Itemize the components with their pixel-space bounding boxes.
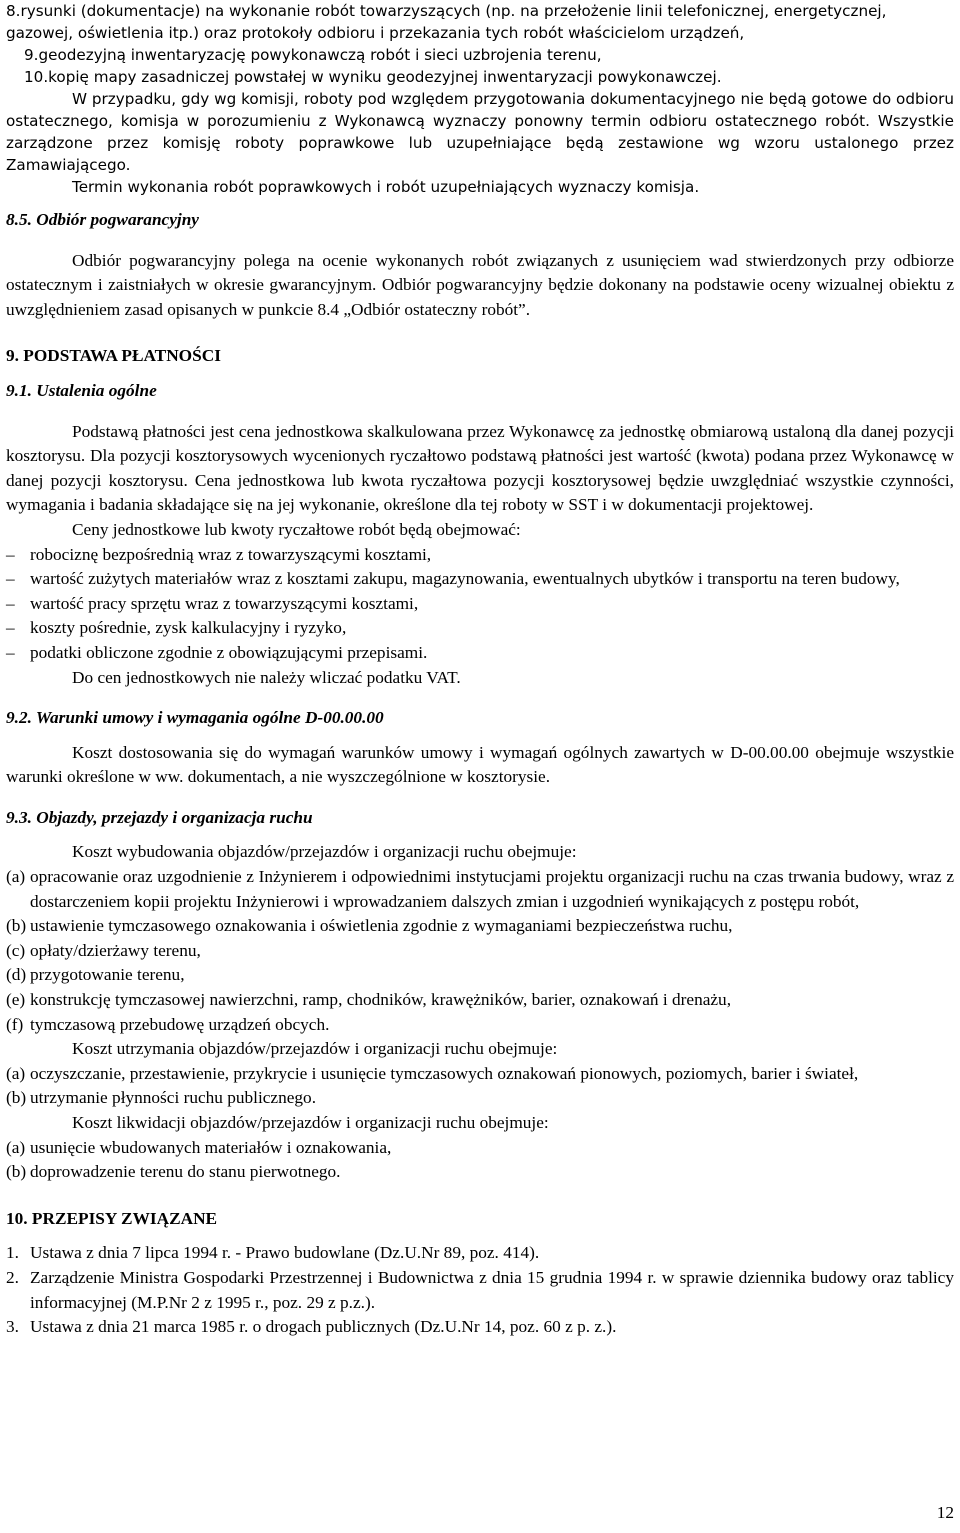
- dash-bullet: –: [6, 569, 15, 589]
- list-item-text: podatki obliczone zgodnie z obowiązującymi przepisami.: [30, 642, 428, 662]
- list-item: [6, 988, 954, 1013]
- list-item-label: 3.: [6, 1317, 19, 1337]
- list-item-text: konstrukcję tymczasowej nawierzchni, ramp, chodników, krawężników, barier, oznakowań i drenażu,: [30, 990, 732, 1010]
- list-item-text: usunięcie wbudowanych materiałów i oznakowania,: [30, 1137, 392, 1157]
- list-item-text: wartość pracy sprzętu wraz z towarzyszącymi kosztami,: [30, 593, 419, 613]
- list-item-label: (b): [6, 916, 27, 936]
- list-item-text: oczyszczanie, przestawienie, przykrycie i usunięcie tymczasowych oznakowań pionowych, poziomych, barier i świateł,: [30, 1063, 859, 1083]
- list-item-text: tymczasową przebudowę urządzeń obcych.: [30, 1014, 330, 1034]
- list-item: [6, 865, 954, 914]
- list-item: [6, 963, 954, 988]
- list-item-text: opłaty/dzierżawy terenu,: [30, 940, 201, 960]
- paragraph: Ceny jednostkowe lub kwoty ryczałtowe robót będą obejmować:: [72, 519, 521, 539]
- list-item-text: Ustawa z dnia 21 marca 1985 r. o drogach publicznych (Dz.U.Nr 14, poz. 60 z p. z.).: [30, 1317, 617, 1337]
- list-item: [6, 66, 954, 88]
- build-cost-list: [6, 865, 954, 1037]
- list-item: [6, 1013, 954, 1038]
- paragraph: Koszt likwidacji objazdów/przejazdów i organizacji ruchu obejmuje:: [72, 1113, 549, 1132]
- list-item-label: (d): [6, 965, 27, 985]
- list-item: [6, 1136, 954, 1161]
- list-item: [6, 641, 954, 666]
- list-item-label: (f): [6, 1014, 24, 1034]
- list-item-text: Ustawa z dnia 7 lipca 1994 r. - Prawo budowlane (Dz.U.Nr 89, poz. 414).: [30, 1243, 540, 1263]
- list-item-text: kopię mapy zasadniczej powstałej w wyniku geodezyjnej inwentaryzacji powykonawczej.: [48, 68, 722, 86]
- price-components-list: [6, 543, 954, 666]
- list-item-label: (e): [6, 990, 26, 1010]
- section-heading-9: 9. PODSTAWA PŁATNOŚCI: [6, 346, 221, 366]
- dash-bullet: –: [6, 544, 15, 564]
- list-item-label: 2.: [6, 1267, 19, 1287]
- list-item-text: robociznę bezpośrednią wraz z towarzyszącymi kosztami,: [30, 544, 432, 564]
- maintenance-cost-list: [6, 1062, 954, 1111]
- list-item-label: (a): [6, 1063, 26, 1083]
- section-heading-10: 10. PRZEPISY ZWIĄZANE: [6, 1208, 218, 1228]
- list-item: [6, 592, 954, 617]
- list-item-label: (c): [6, 940, 26, 960]
- list-item: [6, 1241, 954, 1266]
- list-item: [6, 1086, 954, 1111]
- regulations-list: [6, 1241, 954, 1339]
- list-item: [6, 0, 954, 44]
- paragraph: Koszt utrzymania objazdów/przejazdów i organizacji ruchu obejmuje:: [72, 1039, 558, 1059]
- list-item: [6, 44, 954, 66]
- list-item: [6, 616, 954, 641]
- paragraph: W przypadku, gdy wg komisji, roboty pod względem przygotowania dokumentacyjnego nie będą gotowe do odbioru ostatecznego, komisja w porozumieniu z Wykonawcą wyznaczy ponowny termin odbioru ostatecznego robót. Wszystkie zarządzone przez komisję roboty poprawkowe lub uzupełniające będą zestawione wg wzoru ustalonego przez Zamawiającego.: [6, 90, 954, 174]
- dash-bullet: –: [6, 618, 15, 638]
- paragraph: Podstawą płatności jest cena jednostkowa skalkulowana przez Wykonawcę za jednostkę obmiarową ustaloną dla danej pozycji kosztorysu. Dla pozycji kosztorysowych wycenionych ryczałtowo podstawą płatności jest wartość (kwota) podana przez Wykonawcę w danej pozycji kosztorysu. Cena jednostkowa lub kwota ryczałtowa pozycji kosztorysowej będzie uwzględniać wszystkie czynności, wymagania i badania składające się na jej wykonanie, określone dla tej roboty w SST i w dokumentacji projektowej.: [6, 421, 954, 515]
- section-heading-9-2: 9.2. Warunki umowy i wymagania ogólne D-00.00.00: [6, 708, 384, 728]
- list-item: [6, 1266, 954, 1315]
- list-item-label: (b): [6, 1162, 27, 1182]
- list-item: [6, 1160, 954, 1185]
- section-heading-9-3: 9.3. Objazdy, przejazdy i organizacja ruchu: [6, 807, 313, 827]
- list-item-label: (a): [6, 1137, 26, 1157]
- list-item: [6, 567, 954, 592]
- dash-bullet: –: [6, 642, 15, 662]
- list-item-text: utrzymanie płynności ruchu publicznego.: [30, 1088, 317, 1108]
- list-item: [6, 939, 954, 964]
- list-item: [6, 914, 954, 939]
- list-item-text: geodezyjną inwentaryzację powykonawczą robót i sieci uzbrojenia terenu,: [38, 46, 602, 64]
- list-item-text: Zarządzenie Ministra Gospodarki Przestrzennej i Budownictwa z dnia 15 grudnia 1994 r. w sprawie dziennika budowy oraz tablicy informacyjnej (M.P.Nr 2 z 1995 r., poz. 29 z p.z.).: [30, 1267, 954, 1312]
- list-item-label: (a): [6, 867, 26, 887]
- dash-bullet: –: [6, 593, 15, 613]
- list-item-number: 8.: [6, 2, 21, 20]
- list-item-text: doprowadzenie terenu do stanu pierwotnego.: [30, 1162, 341, 1182]
- acceptance-documents-list: [6, 0, 954, 88]
- list-item-text: wartość zużytych materiałów wraz z kosztami zakupu, magazynowania, ewentualnych ubytków i transportu na teren budowy,: [30, 569, 900, 589]
- list-item-label: 1.: [6, 1243, 19, 1263]
- list-item-text: ustawienie tymczasowego oznakowania i oświetlenia zgodnie z wymaganiami bezpieczeństwa ruchu,: [30, 916, 733, 936]
- list-item-text: przygotowanie terenu,: [30, 965, 185, 985]
- list-item-text: opracowanie oraz uzgodnienie z Inżynierem i odpowiednimi instytucjami projektu organizacji ruchu na czas trwania budowy, wraz z dostarczeniem kopii projektu Inżynierowi i wprowadzaniem dalszych zmian i uzgodnień wynikających z postępu robót,: [30, 867, 954, 911]
- list-item: [6, 1315, 954, 1340]
- list-item-number: 9.: [24, 46, 39, 64]
- paragraph: Termin wykonania robót poprawkowych i robót uzupełniających wyznaczy komisja.: [72, 178, 700, 196]
- paragraph: Koszt wybudowania objazdów/przejazdów i organizacji ruchu obejmuje:: [72, 842, 577, 862]
- section-heading-8-5: 8.5. Odbiór pogwarancyjny: [6, 210, 199, 229]
- list-item-text: koszty pośrednie, zysk kalkulacyjny i ryzyko,: [30, 618, 347, 638]
- list-item: [6, 1062, 954, 1087]
- list-item-label: (b): [6, 1088, 27, 1108]
- paragraph: Koszt dostosowania się do wymagań warunków umowy i wymagań ogólnych zawartych w D-00.00.00 obejmuje wszystkie warunki określone w ww. dokumentach, a nie wyszczególnione w kosztorysie.: [6, 742, 954, 787]
- list-item: [6, 543, 954, 568]
- removal-cost-list: [6, 1136, 954, 1185]
- list-item-number: 10.: [24, 68, 49, 86]
- list-item-text: rysunki (dokumentacje) na wykonanie robót towarzyszących (np. na przełożenie linii telefonicznej, energetycznej, gazowej, oświetlenia itp.) oraz protokoły odbioru i przekazania tych robót właścicielom urządzeń,: [6, 2, 887, 42]
- section-heading-9-1: 9.1. Ustalenia ogólne: [6, 380, 157, 400]
- paragraph: Odbiór pogwarancyjny polega na ocenie wykonanych robót związanych z usunięciem wad stwierdzonych przy odbiorze ostatecznym i zaistniałych w okresie gwarancyjnym. Odbiór pogwarancyjny będzie dokonany na podstawie oceny wizualnej obiektu z uwzględnieniem zasad opisanych w punkcie 8.4 „Odbiór ostateczny robót”.: [6, 250, 954, 319]
- paragraph: Do cen jednostkowych nie należy wliczać podatku VAT.: [72, 667, 461, 687]
- page-number: 12: [936, 1503, 954, 1522]
